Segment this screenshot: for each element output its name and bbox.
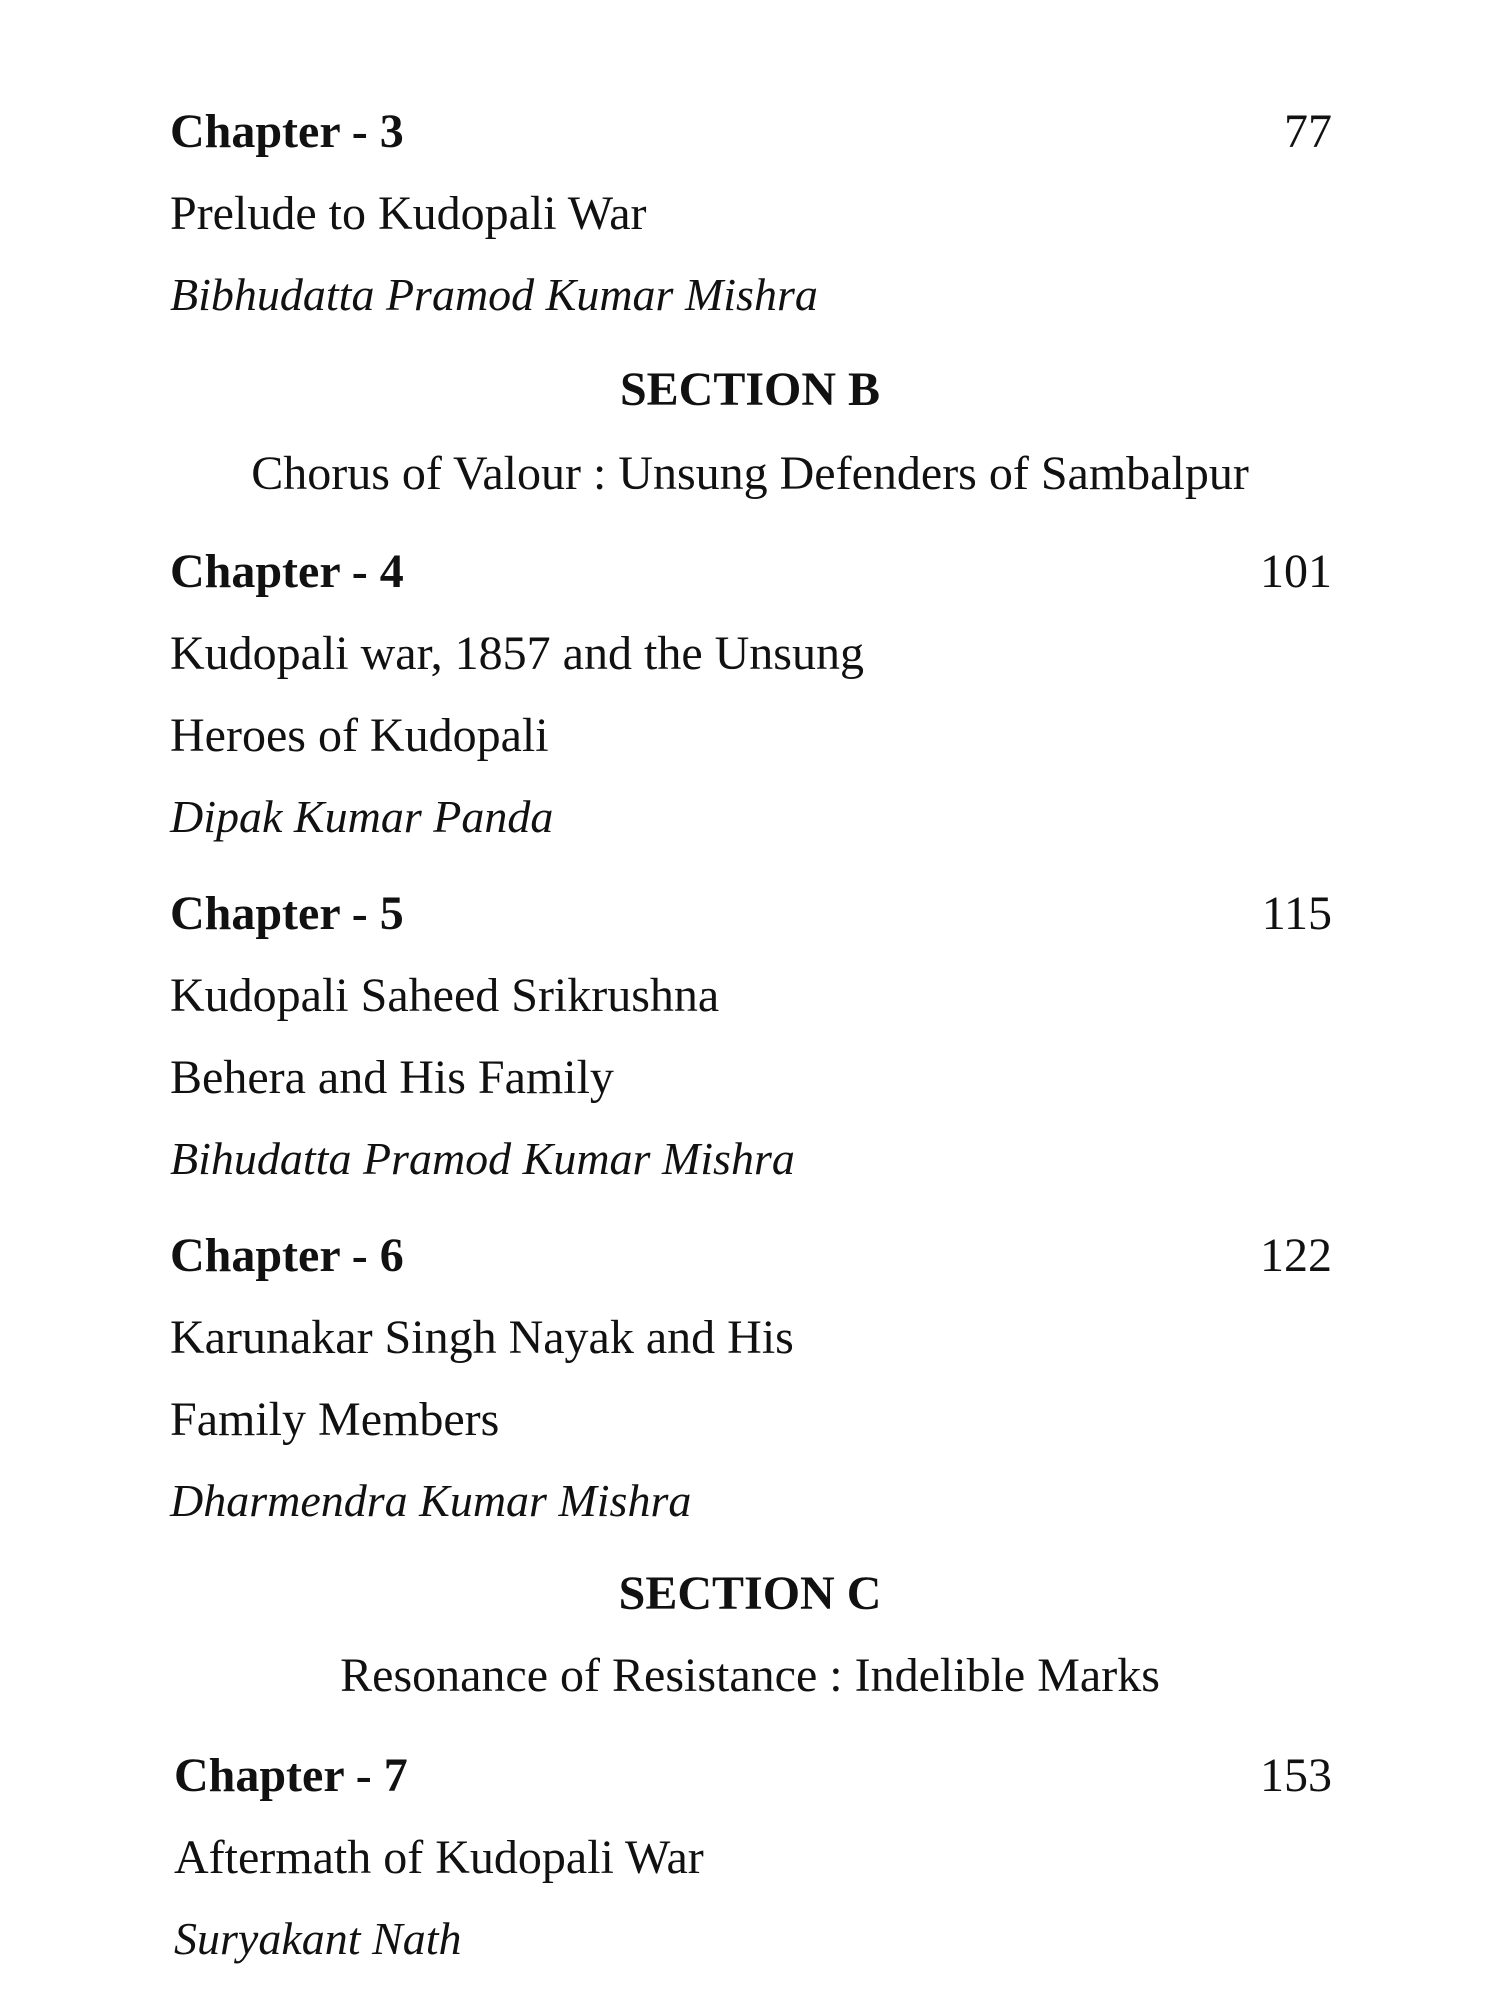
chapter-7-page-number: 153 xyxy=(1260,1749,1332,1802)
chapter-5-page-number: 115 xyxy=(1261,887,1332,940)
chapter-7-title: Aftermath of Kudopali War xyxy=(174,1831,704,1884)
chapter-7-author: Suryakant Nath xyxy=(174,1913,462,1964)
chapter-6-heading: Chapter - 6 xyxy=(170,1229,404,1282)
section-b-subtitle: Chorus of Valour : Unsung Defenders of Sambalpur xyxy=(251,447,1249,500)
chapter-4-title-line-1: Kudopali war, 1857 and the Unsung xyxy=(170,627,864,680)
chapter-6-page-number: 122 xyxy=(1260,1229,1332,1282)
chapter-7-heading: Chapter - 7 xyxy=(174,1749,408,1802)
chapter-4-title-line-2: Heroes of Kudopali xyxy=(170,709,549,762)
chapter-6-title-line-1: Karunakar Singh Nayak and His xyxy=(170,1311,794,1364)
chapter-4-author: Dipak Kumar Panda xyxy=(170,791,554,842)
section-b-heading: SECTION B xyxy=(619,363,881,416)
chapter-3-heading: Chapter - 3 xyxy=(170,105,404,158)
chapter-5-author: Bihudatta Pramod Kumar Mishra xyxy=(170,1133,795,1184)
chapter-3-author: Bibhudatta Pramod Kumar Mishra xyxy=(170,269,818,320)
chapter-3-title: Prelude to Kudopali War xyxy=(170,187,647,240)
section-c-heading: SECTION C xyxy=(618,1567,882,1620)
chapter-5-title-line-2: Behera and His Family xyxy=(170,1051,614,1104)
chapter-6-author: Dharmendra Kumar Mishra xyxy=(170,1475,692,1526)
chapter-6-title-line-2: Family Members xyxy=(170,1393,500,1446)
chapter-5-title-line-1: Kudopali Saheed Srikrushna xyxy=(170,969,720,1022)
chapter-4-page-number: 101 xyxy=(1260,545,1332,598)
chapter-5-heading: Chapter - 5 xyxy=(170,887,404,940)
chapter-4-heading: Chapter - 4 xyxy=(170,545,404,598)
chapter-3-page-number: 77 xyxy=(1284,105,1332,158)
section-c-subtitle: Resonance of Resistance : Indelible Marks xyxy=(340,1649,1160,1702)
